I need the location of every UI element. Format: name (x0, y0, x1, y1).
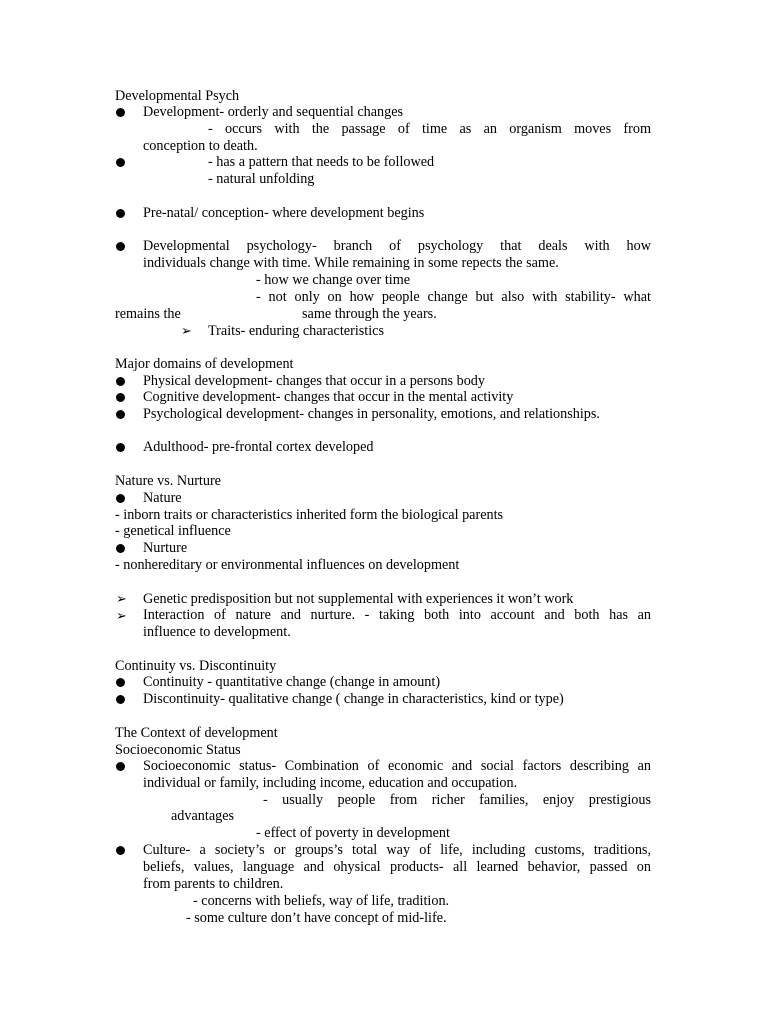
text-line: - nonhereditary or environmental influences on development (115, 557, 460, 573)
text-line: - natural unfolding (208, 171, 315, 187)
arrow-bullet-icon: ➢ (181, 323, 192, 338)
text-line: - not only on how people change but also with stability- what (256, 289, 651, 305)
text-line: from parents to children. (143, 876, 284, 892)
bullet-icon (116, 762, 125, 771)
bullet-icon (116, 158, 125, 167)
arrow-bullet-icon: ➢ (116, 608, 127, 623)
text-line: Physical development- changes that occur in a persons body (143, 373, 485, 389)
text-line: individuals change with time. While remaining in some repects the same. (143, 255, 559, 271)
text-line: remains the (115, 306, 181, 322)
text-line: Culture- a society’s or groups’s total way of life, including customs, traditions, (143, 842, 651, 858)
bullet-icon (116, 695, 125, 704)
text-line: Pre-natal/ conception- where development begins (143, 205, 425, 221)
bullet-icon (116, 443, 125, 452)
section-heading: The Context of development (115, 725, 278, 741)
bullet-icon (116, 393, 125, 402)
text-line: Interaction of nature and nurture. - taking both into account and both has an (143, 607, 651, 623)
text-line: Developmental psychology- branch of psychology that deals with how (143, 238, 651, 254)
text-line: Traits- enduring characteristics (208, 323, 384, 339)
section-heading: Continuity vs. Discontinuity (115, 658, 277, 674)
text-line: conception to death. (143, 138, 258, 154)
text-line: Nature (143, 490, 182, 506)
text-line: Continuity - quantitative change (change in amount) (143, 674, 441, 690)
text-line: Cognitive development- changes that occur in the mental activity (143, 389, 514, 405)
section-heading: Major domains of development (115, 356, 294, 372)
arrow-bullet-icon: ➢ (116, 591, 127, 606)
text-line: - how we change over time (256, 272, 411, 288)
text-line: Genetic predisposition but not supplemental with experiences it won’t work (143, 591, 574, 607)
bullet-icon (116, 846, 125, 855)
text-line: Psychological development- changes in personality, emotions, and relationships. (143, 406, 600, 422)
text-line: - usually people from richer families, enjoy prestigious (263, 792, 651, 808)
text-line: - has a pattern that needs to be followed (208, 154, 435, 170)
text-line: advantages (171, 808, 235, 824)
text-line: Discontinuity- qualitative change ( change in characteristics, kind or type) (143, 691, 564, 707)
text-line: individual or family, including income, education and occupation. (143, 775, 518, 791)
text-line: Adulthood- pre-frontal cortex developed (143, 439, 374, 455)
text-line: beliefs, values, language and ohysical products- all learned behavior, passed on (143, 859, 651, 875)
bullet-icon (116, 242, 125, 251)
text-line: Socioeconomic status- Combination of economic and social factors describing an (143, 758, 651, 774)
bullet-icon (116, 678, 125, 687)
text-line: - concerns with beliefs, way of life, tradition. (193, 893, 450, 909)
document-title: Developmental Psych (115, 88, 240, 104)
bullet-icon (116, 410, 125, 419)
text-line: influence to development. (143, 624, 291, 640)
text-line: - genetical influence (115, 523, 231, 539)
bullet-icon (116, 494, 125, 503)
section-subheading: Socioeconomic Status (115, 742, 241, 758)
text-line: Nurture (143, 540, 188, 556)
bullet-icon (116, 209, 125, 218)
text-line: same through the years. (302, 306, 437, 322)
bullet-icon (116, 108, 125, 117)
bullet-icon (116, 377, 125, 386)
text-line: - inborn traits or characteristics inherited form the biological parents (115, 507, 504, 523)
text-line: Development- orderly and sequential changes (143, 104, 404, 120)
text-line: - occurs with the passage of time as an organism moves from (208, 121, 651, 137)
text-line: - some culture don’t have concept of mid-life. (186, 910, 447, 926)
text-line: - effect of poverty in development (256, 825, 450, 841)
bullet-icon (116, 544, 125, 553)
section-heading: Nature vs. Nurture (115, 473, 221, 489)
